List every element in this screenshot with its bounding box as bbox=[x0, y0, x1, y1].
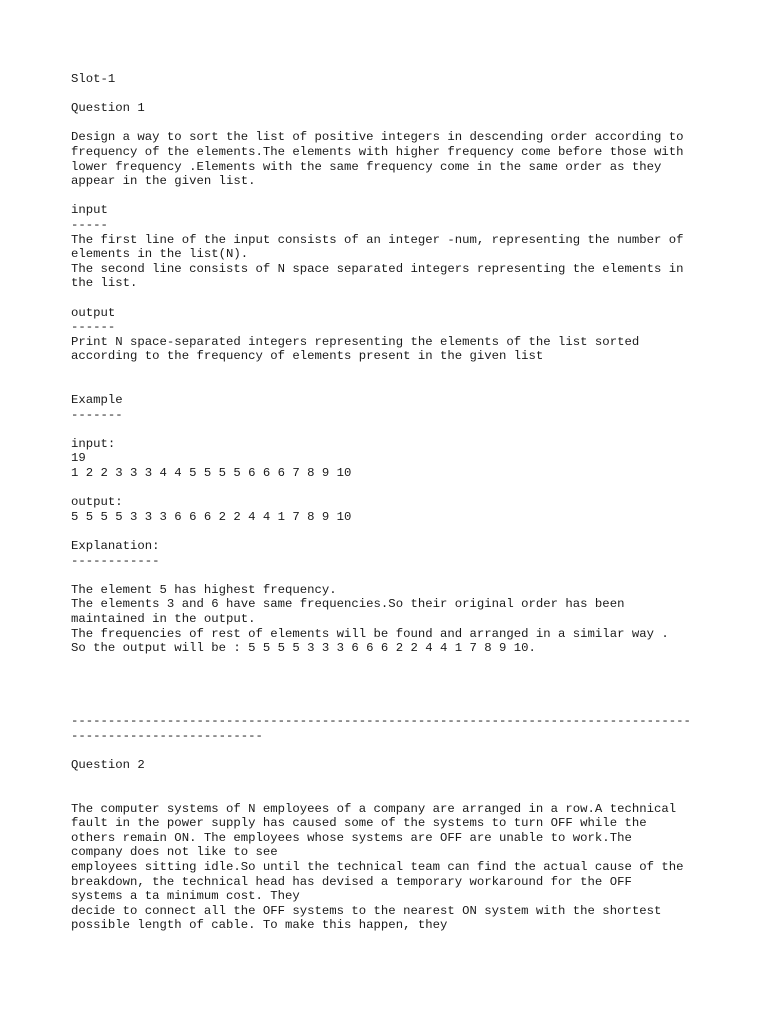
text-line: input bbox=[71, 203, 108, 218]
text-line: maintained in the output. bbox=[71, 611, 256, 626]
text-line: elements in the list(N). bbox=[71, 247, 249, 262]
text-line: employees sitting idle.So until the technical team can find the actual cause of the bbox=[71, 860, 684, 875]
blank-line bbox=[71, 378, 768, 393]
text-line: others remain ON. The employees whose systems are OFF are unable to work.The bbox=[71, 830, 632, 845]
blank-line bbox=[71, 700, 768, 715]
text-line: breakdown, the technical head has devised a temporary workaround for the OFF bbox=[71, 874, 632, 889]
text-line: company does not like to see bbox=[71, 845, 278, 860]
blank-line bbox=[71, 685, 768, 700]
blank-line bbox=[71, 189, 768, 204]
text-line: appear in the given list. bbox=[71, 174, 256, 189]
text-line: the list. bbox=[71, 276, 138, 291]
text-line: The first line of the input consists of an integer -num, representing the number of bbox=[71, 232, 684, 247]
text-line: The computer systems of N employees of a company are arranged in a row.A technical bbox=[71, 801, 677, 816]
text-line: possible length of cable. To make this happen, they bbox=[71, 918, 448, 933]
text-line: ------- bbox=[71, 407, 123, 422]
text-line: Design a way to sort the list of positive integers in descending order according to bbox=[71, 130, 684, 145]
text-line: So the output will be : 5 5 5 5 3 3 3 6 6 6 2 2 4 4 1 7 8 9 10. bbox=[71, 641, 536, 656]
blank-line bbox=[71, 656, 768, 671]
blank-line bbox=[71, 568, 768, 583]
text-line: Question 1 bbox=[71, 101, 145, 116]
blank-line bbox=[71, 116, 768, 131]
blank-line bbox=[71, 743, 768, 758]
blank-line bbox=[71, 87, 768, 102]
text-line: Example bbox=[71, 393, 123, 408]
text-line: -------------------------- bbox=[71, 728, 263, 743]
text-line: decide to connect all the OFF systems to the nearest ON system with the shortest bbox=[71, 903, 662, 918]
text-line: ------------ bbox=[71, 553, 160, 568]
text-line: systems a ta minimum cost. They bbox=[71, 889, 300, 904]
text-line: according to the frequency of elements present in the given list bbox=[71, 349, 544, 364]
text-line: Question 2 bbox=[71, 757, 145, 772]
blank-line bbox=[71, 787, 768, 802]
text-line: ----- bbox=[71, 217, 108, 232]
text-line: The elements 3 and 6 have same frequencies.So their original order has been bbox=[71, 597, 625, 612]
blank-line bbox=[71, 291, 768, 306]
blank-line bbox=[71, 364, 768, 379]
text-line: Slot-1 bbox=[71, 72, 116, 86]
blank-line bbox=[71, 670, 768, 685]
blank-line bbox=[71, 422, 768, 437]
blank-line bbox=[71, 524, 768, 539]
text-line: The second line consists of N space separated integers representing the elements in bbox=[71, 261, 684, 276]
text-line: 5 5 5 5 3 3 3 6 6 6 2 2 4 4 1 7 8 9 10 bbox=[71, 509, 352, 524]
text-line: ------------------------------------------------------------------------------------ bbox=[71, 714, 691, 729]
text-line: The frequencies of rest of elements will be found and arranged in a similar way . bbox=[71, 626, 669, 641]
text-line: fault in the power supply has caused some of the systems to turn OFF while the bbox=[71, 816, 647, 831]
text-line: Print N space-separated integers representing the elements of the list sorted bbox=[71, 334, 640, 349]
blank-line bbox=[71, 481, 768, 496]
text-line: ------ bbox=[71, 320, 116, 335]
text-line: The element 5 has highest frequency. bbox=[71, 582, 337, 597]
text-line: 1 2 2 3 3 3 4 4 5 5 5 5 6 6 6 7 8 9 10 bbox=[71, 466, 352, 481]
text-line: output: bbox=[71, 495, 123, 510]
blank-line bbox=[71, 773, 768, 788]
text-line: output bbox=[71, 305, 116, 320]
text-line: input: bbox=[71, 436, 116, 451]
text-line: Explanation: bbox=[71, 539, 160, 553]
text-line: frequency of the elements.The elements with higher frequency come before those with bbox=[71, 144, 684, 159]
text-line: lower frequency .Elements with the same frequency come in the same order as they bbox=[71, 159, 662, 174]
text-line: 19 bbox=[71, 451, 86, 466]
